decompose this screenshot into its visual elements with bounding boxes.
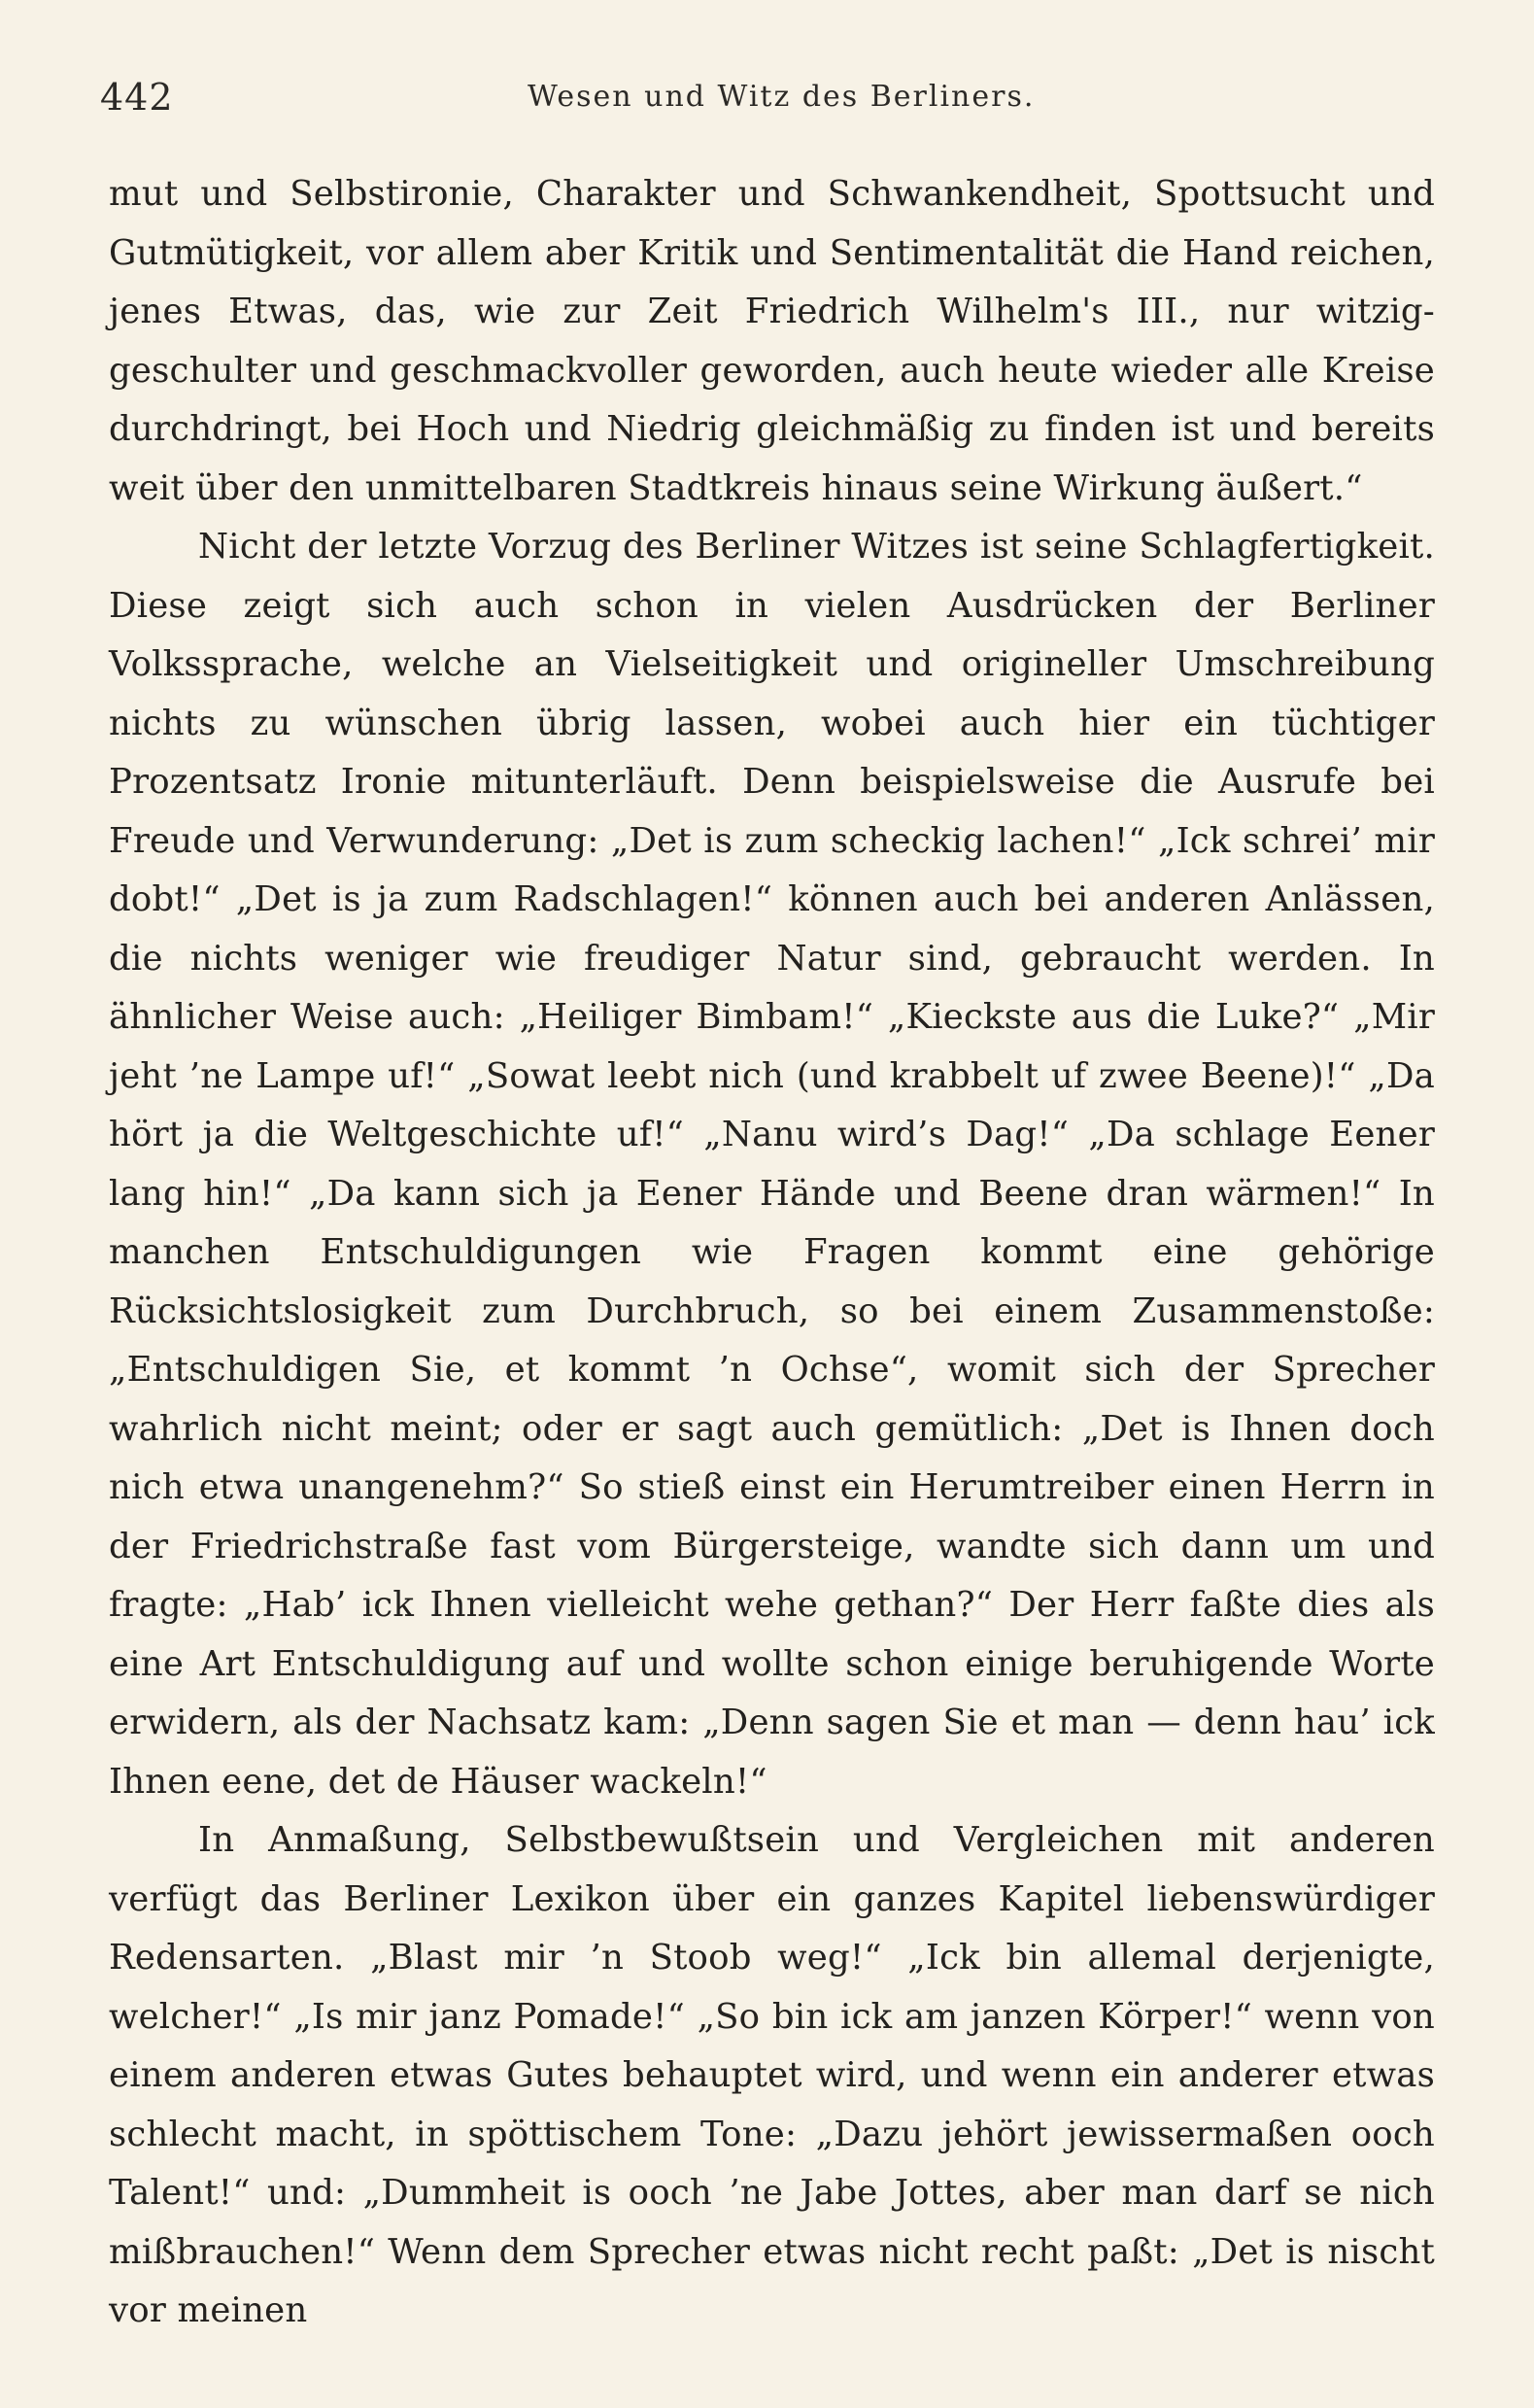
paragraph-anmassung: In Anmaßung, Selbstbewußtsein und Vergleichen mit anderen verfügt das Berliner Lexikon über ein ganzes Kapitel liebenswürdiger Redensarten. „Blast mir ’n Stoob weg!“ „Ick bin allemal derjenigte, welcher!“ „Is mir janz Pomade!“ „So bin ick am janzen Körper!“ wenn von einem anderen etwas Gutes behauptet wird, und wenn ein anderer etwas schlecht macht, in spöttischem Tone: „Dazu jehört jewissermaßen ooch Talent!“ und: „Dummheit is ooch ’ne Jabe Jottes, aber man darf se nich mißbrauchen!“ Wenn dem Sprecher etwas nicht recht paßt: „Det is nischt vor meinen [109, 1820, 1435, 2330]
page-header [100, 70, 1441, 128]
paragraph-continuation: mut und Selbstironie, Charakter und Schwankendheit, Spottsucht und Gutmütigkeit, vor allem aber Kritik und Sentimentalität die Hand reichen, jenes Etwas, das, wie zur Zeit Friedrich Wilhelm's III., nur witzig-geschulter und geschmackvoller geworden, auch heute wieder alle Kreise durchdringt, bei Hoch und Niedrig gleichmäßig zu finden ist und bereits weit über den unmittelbaren Stadtkreis hinaus seine Wirkung äußert.“ [109, 174, 1435, 508]
running-title: Wesen und Witz des Berliners. [528, 80, 1036, 114]
paragraph-schlagfertigkeit: Nicht der letzte Vorzug des Berliner Witzes ist seine Schlagfertigkeit. Diese zeigt sich auch schon in vielen Ausdrücken der Berliner Volkssprache, welche an Vielseitigkeit und origineller Umschreibung nichts zu wünschen übrig lassen, wobei auch hier ein tüchtiger Prozentsatz Ironie mitunterläuft. Denn beispielsweise die Ausrufe bei Freude und Verwunderung: „Det is zum scheckig lachen!“ „Ick schrei’ mir dobt!“ „Det is ja zum Radschlagen!“ können auch bei anderen Anlässen, die nichts weniger wie freudiger Natur sind, gebraucht werden. In ähnlicher Weise auch: „Heiliger Bimbam!“ „Kieckste aus die Luke?“ „Mir jeht ’ne Lampe uf!“ „Sowat leebt nich (und krabbelt uf zwee Beene)!“ „Da hört ja die Weltgeschichte uf!“ „Nanu wird’s Dag!“ „Da schlage Eener lang hin!“ „Da kann sich ja Eener Hände und Beene dran wärmen!“ In manchen Entschuldigungen wie Fragen kommt eine gehörige Rücksichtslosigkeit zum Durchbruch, so bei einem Zusammenstoße: „Entschuldigen Sie, et kommt ’n Ochse“, womit sich der Sprecher wahrlich nicht meint; oder er sagt auch gemütlich: „Det is Ihnen doch nich etwa unangenehm?“ So stieß einst ein Herumtreiber einen Herrn in der Friedrichstraße fast vom Bürgersteige, wandte sich dann um und fragte: „Hab’ ick Ihnen vielleicht wehe gethan?“ Der Herr faßte dies als eine Art Entschuldigung auf und wollte schon einige beruhigende Worte erwidern, als der Nachsatz kam: „Denn sagen Sie et man — denn hau’ ick Ihnen eene, det de Häuser wackeln!“ [109, 527, 1435, 1802]
page-number: 442 [100, 76, 174, 119]
body-text [109, 165, 1435, 2341]
